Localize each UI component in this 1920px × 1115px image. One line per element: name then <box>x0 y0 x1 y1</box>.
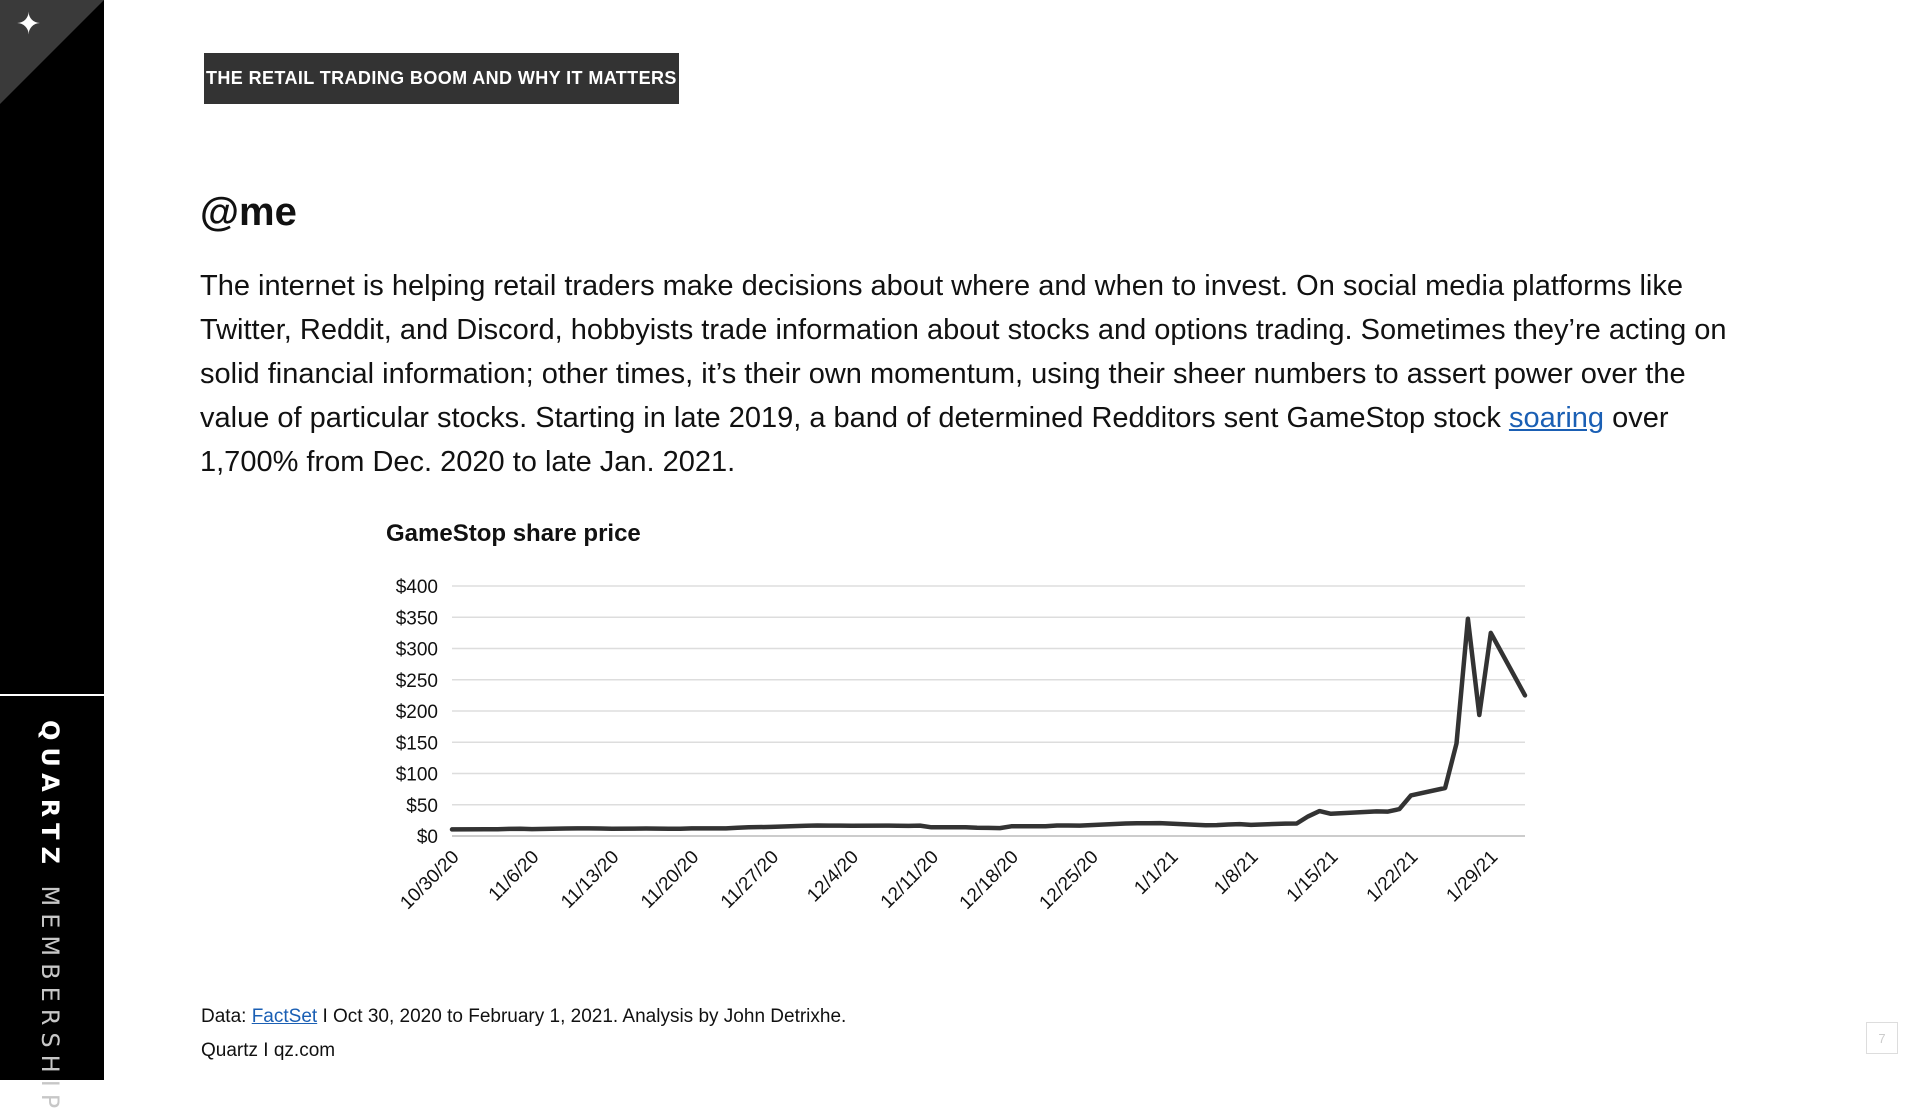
x-tick-label: 12/11/20 <box>876 846 943 913</box>
section-tag: THE RETAIL TRADING BOOM AND WHY IT MATTERS <box>204 53 679 104</box>
source-note <box>201 1000 846 1068</box>
soaring-link[interactable]: soaring <box>1508 402 1605 434</box>
x-tick-label: 10/30/20 <box>396 846 464 914</box>
y-tick-label: $350 <box>395 608 438 630</box>
sidebar <box>0 0 104 1115</box>
x-tick-label: 11/6/20 <box>484 846 544 906</box>
x-tick-label: 11/27/20 <box>716 846 784 913</box>
y-tick-label: $150 <box>395 733 438 755</box>
body-paragraph <box>200 264 1760 484</box>
x-tick-label: 12/4/20 <box>803 846 864 907</box>
y-tick-label: $250 <box>395 670 438 692</box>
brand-wordmark <box>36 720 64 1115</box>
y-tick-label: $400 <box>395 577 438 598</box>
x-axis-ticks <box>396 847 1502 914</box>
source-prefix: Data: <box>201 1006 252 1027</box>
x-tick-label: 12/18/20 <box>955 846 1023 914</box>
chart-title: GameStop share price <box>386 520 641 547</box>
y-tick-label: $300 <box>395 639 438 661</box>
paragraph-text-before: The internet is helping retail traders make decisions about where and when to invest. On social media platforms like Twitter, Reddit, and Discord, hobbyists trade information about stocks and options trading. Sometimes they’re acting on solid financial information; other times, it’s their own momentum, using their sheer numbers to assert power over the value of particular stocks. Starting in late 2019, a band of determined Redditors sent GameStop stock <box>200 270 1727 434</box>
x-tick-label: 11/13/20 <box>557 846 624 913</box>
x-tick-label: 1/15/21 <box>1282 846 1343 907</box>
brand-secondary: MEMBERSHIP <box>36 885 64 1115</box>
x-tick-label: 1/8/21 <box>1210 846 1263 899</box>
gamestop-line-chart <box>380 560 1530 940</box>
page-number: 7 <box>1866 1022 1898 1054</box>
brand-primary: QUARTZ <box>36 720 64 871</box>
x-tick-label: 1/1/21 <box>1130 846 1183 899</box>
x-tick-label: 11/20/20 <box>637 846 704 913</box>
x-tick-label: 1/29/21 <box>1442 846 1503 907</box>
source-line <box>201 1000 846 1034</box>
paragraph-text-after: over 1,700% from Dec. 2020 to late Jan. 2021. <box>200 402 1669 478</box>
y-tick-label: $100 <box>395 764 438 786</box>
price-series-line <box>452 619 1525 830</box>
x-tick-label: 12/25/20 <box>1035 846 1103 914</box>
gridlines <box>452 586 1525 836</box>
page-title: @me <box>200 190 297 234</box>
x-tick-label: 1/22/21 <box>1362 846 1423 907</box>
y-tick-label: $50 <box>406 795 438 817</box>
y-axis-ticks <box>396 577 438 848</box>
factset-link[interactable]: FactSet <box>251 1006 318 1027</box>
y-tick-label: $200 <box>395 702 438 723</box>
sparkle-star-icon: ✦ <box>16 7 42 42</box>
y-tick-label: $0 <box>416 827 438 848</box>
credit-line: Quartz I qz.com <box>201 1040 336 1061</box>
source-rest: I Oct 30, 2020 to February 1, 2021. Analysis by John Detrixhe. <box>317 1006 847 1027</box>
sidebar-divider <box>0 694 104 696</box>
